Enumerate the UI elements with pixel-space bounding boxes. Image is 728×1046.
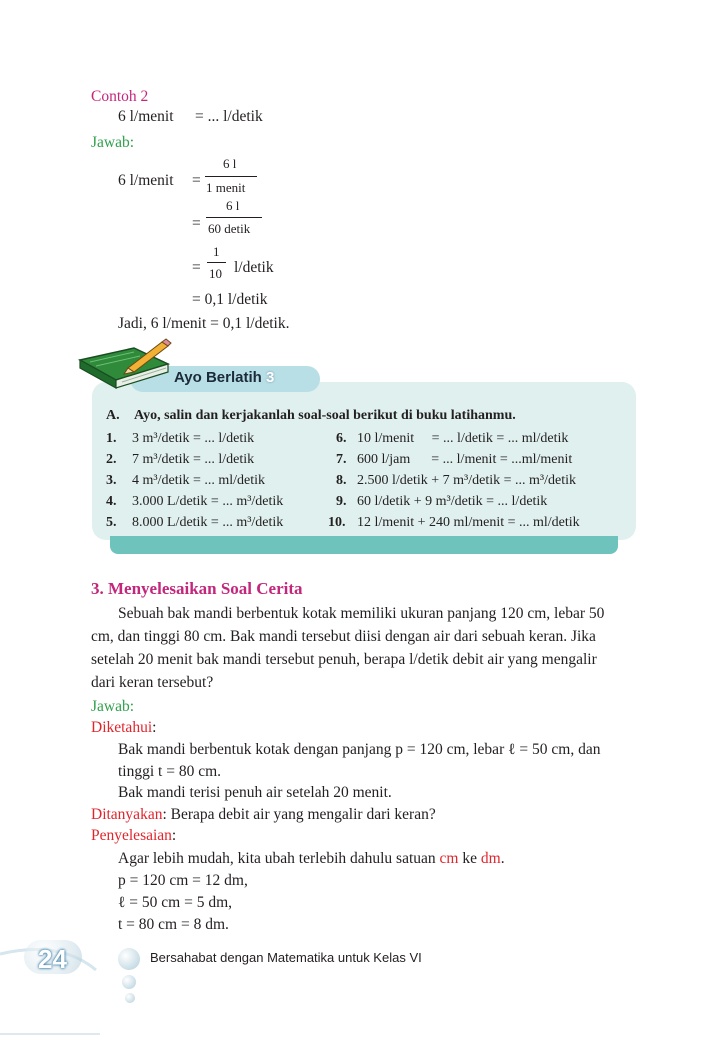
exercise-item: 2.500 l/detik + 7 m³/detik = ... m³/detik — [357, 473, 577, 488]
fraction3-unit: l/detik — [234, 259, 274, 276]
practice-instruction: Ayo, salin dan kerjakanlah soal-soal berikut di buku latihanmu. — [134, 408, 516, 423]
exercise-item: 8.000 L/detik = ... m³/detik — [132, 515, 284, 530]
exercise-number: 6. — [336, 431, 347, 446]
fraction2-bar — [206, 217, 262, 218]
fraction3-denominator: 10 — [209, 266, 222, 281]
known-colon: : — [152, 719, 157, 736]
solution-unit-dm: dm — [480, 850, 501, 867]
exercise-item: 3.000 L/detik = ... m³/detik — [132, 494, 284, 509]
exercise-number: 9. — [336, 494, 347, 509]
solution-ke: ke — [458, 850, 481, 867]
section3-para-line: dari keran tersebut? — [91, 674, 214, 691]
section3-para-line: cm, dan tinggi 80 cm. Bak mandi tersebut diisi dengan air dari sebuah keran. Jika — [91, 628, 596, 645]
example-question-left: 6 l/menit — [118, 108, 174, 125]
exercise-number: 5. — [106, 515, 117, 530]
fraction1-denominator: 1 menit — [206, 180, 246, 195]
known-line: Bak mandi terisi penuh air setelah 20 menit. — [118, 784, 392, 801]
exercise-item: 60 l/detik + 9 m³/detik = ... l/detik — [357, 494, 548, 509]
practice-box-footer-bar — [110, 536, 618, 554]
example-eq-1: = — [192, 172, 201, 189]
exercise-number: 4. — [106, 494, 117, 509]
exercise-number: 1. — [106, 431, 117, 446]
asked-row — [91, 806, 436, 824]
fraction1-bar — [205, 176, 257, 177]
decor-bubble-medium — [122, 975, 136, 989]
section3-para-line: Sebuah bak mandi berbentuk kotak memiliki ukuran panjang 120 cm, lebar 50 — [118, 605, 605, 622]
section3-para-line: setelah 20 menit bak mandi tersebut penuh, berapa l/detik debit air yang mengalir — [91, 651, 597, 668]
solution-colon: : — [171, 827, 177, 844]
practice-instruction-letter: A. — [106, 408, 120, 423]
exercise-item: 4 m³/detik = ... ml/detik — [132, 473, 266, 488]
example-question-right: = ... l/detik — [195, 108, 263, 125]
solution-line: ℓ = 50 cm = 5 dm, — [118, 894, 233, 911]
solution-dot: . — [500, 850, 505, 867]
known-line: Bak mandi berbentuk kotak dengan panjang p = 120 cm, lebar ℓ = 50 cm, dan — [118, 741, 601, 758]
solution-unit-cm: cm — [439, 850, 459, 867]
fraction3-numerator: 1 — [213, 244, 220, 259]
asked-label: Ditanyakan — [91, 806, 163, 823]
practice-header-number: 3 — [265, 369, 275, 386]
solution-intro-text: Agar lebih mudah, kita ubah terlebih dahulu satuan — [118, 850, 440, 867]
known-line: tinggi t = 80 cm. — [118, 763, 222, 780]
example-eq-2: = — [192, 215, 201, 232]
exercise-item: 600 l/jam = ... l/menit = ...ml/menit — [357, 452, 573, 467]
fraction1-numerator: 6 l — [223, 156, 237, 171]
exercise-number: 7. — [336, 452, 347, 467]
exercise-item: 3 m³/detik = ... l/detik — [132, 431, 255, 446]
section3-answer-label: Jawab: — [91, 698, 135, 715]
exercise-item: 12 l/menit + 240 ml/menit = ... ml/detik — [357, 515, 580, 530]
practice-header — [174, 369, 274, 386]
section3-title: 3. Menyelesaikan Soal Cerita — [91, 579, 303, 598]
example-title: Contoh 2 — [91, 88, 149, 105]
book-pencil-icon — [76, 338, 176, 394]
page-number: 24 — [38, 944, 67, 974]
solution-line: p = 120 cm = 12 dm, — [118, 872, 248, 889]
solution-row — [91, 827, 176, 845]
decor-bubble-large — [118, 948, 140, 970]
exercise-number: 3. — [106, 473, 117, 488]
fraction2-numerator: 6 l — [226, 198, 240, 213]
example-answer-label: Jawab: — [91, 134, 135, 151]
asked-text: : Berapa debit air yang mengalir dari keran? — [162, 806, 436, 823]
exercise-number: 8. — [336, 473, 347, 488]
known-label: Diketahui — [91, 719, 153, 736]
example-eq-3: = — [192, 259, 201, 276]
solution-label: Penyelesaian — [91, 827, 172, 844]
example-conclusion: Jadi, 6 l/menit = 0,1 l/detik. — [118, 315, 290, 332]
exercise-item: 10 l/menit = ... l/detik = ... ml/detik — [357, 431, 569, 446]
solution-line: t = 80 cm = 8 dm. — [118, 916, 229, 933]
practice-header-label: Ayo Berlatih — [174, 369, 262, 386]
decor-bubble-small — [125, 993, 135, 1003]
fraction2-denominator: 60 detik — [208, 221, 251, 236]
exercise-number: 10. — [328, 515, 346, 530]
known-row — [91, 719, 156, 737]
example-step4: = 0,1 l/detik — [192, 291, 268, 308]
example-step1-left: 6 l/menit — [118, 172, 174, 189]
fraction3-bar — [207, 262, 226, 263]
exercise-item: 7 m³/detik = ... l/detik — [132, 452, 255, 467]
exercise-number: 2. — [106, 452, 117, 467]
footer-book-title: Bersahabat dengan Matematika untuk Kelas VI — [150, 950, 422, 965]
solution-intro — [118, 850, 505, 868]
